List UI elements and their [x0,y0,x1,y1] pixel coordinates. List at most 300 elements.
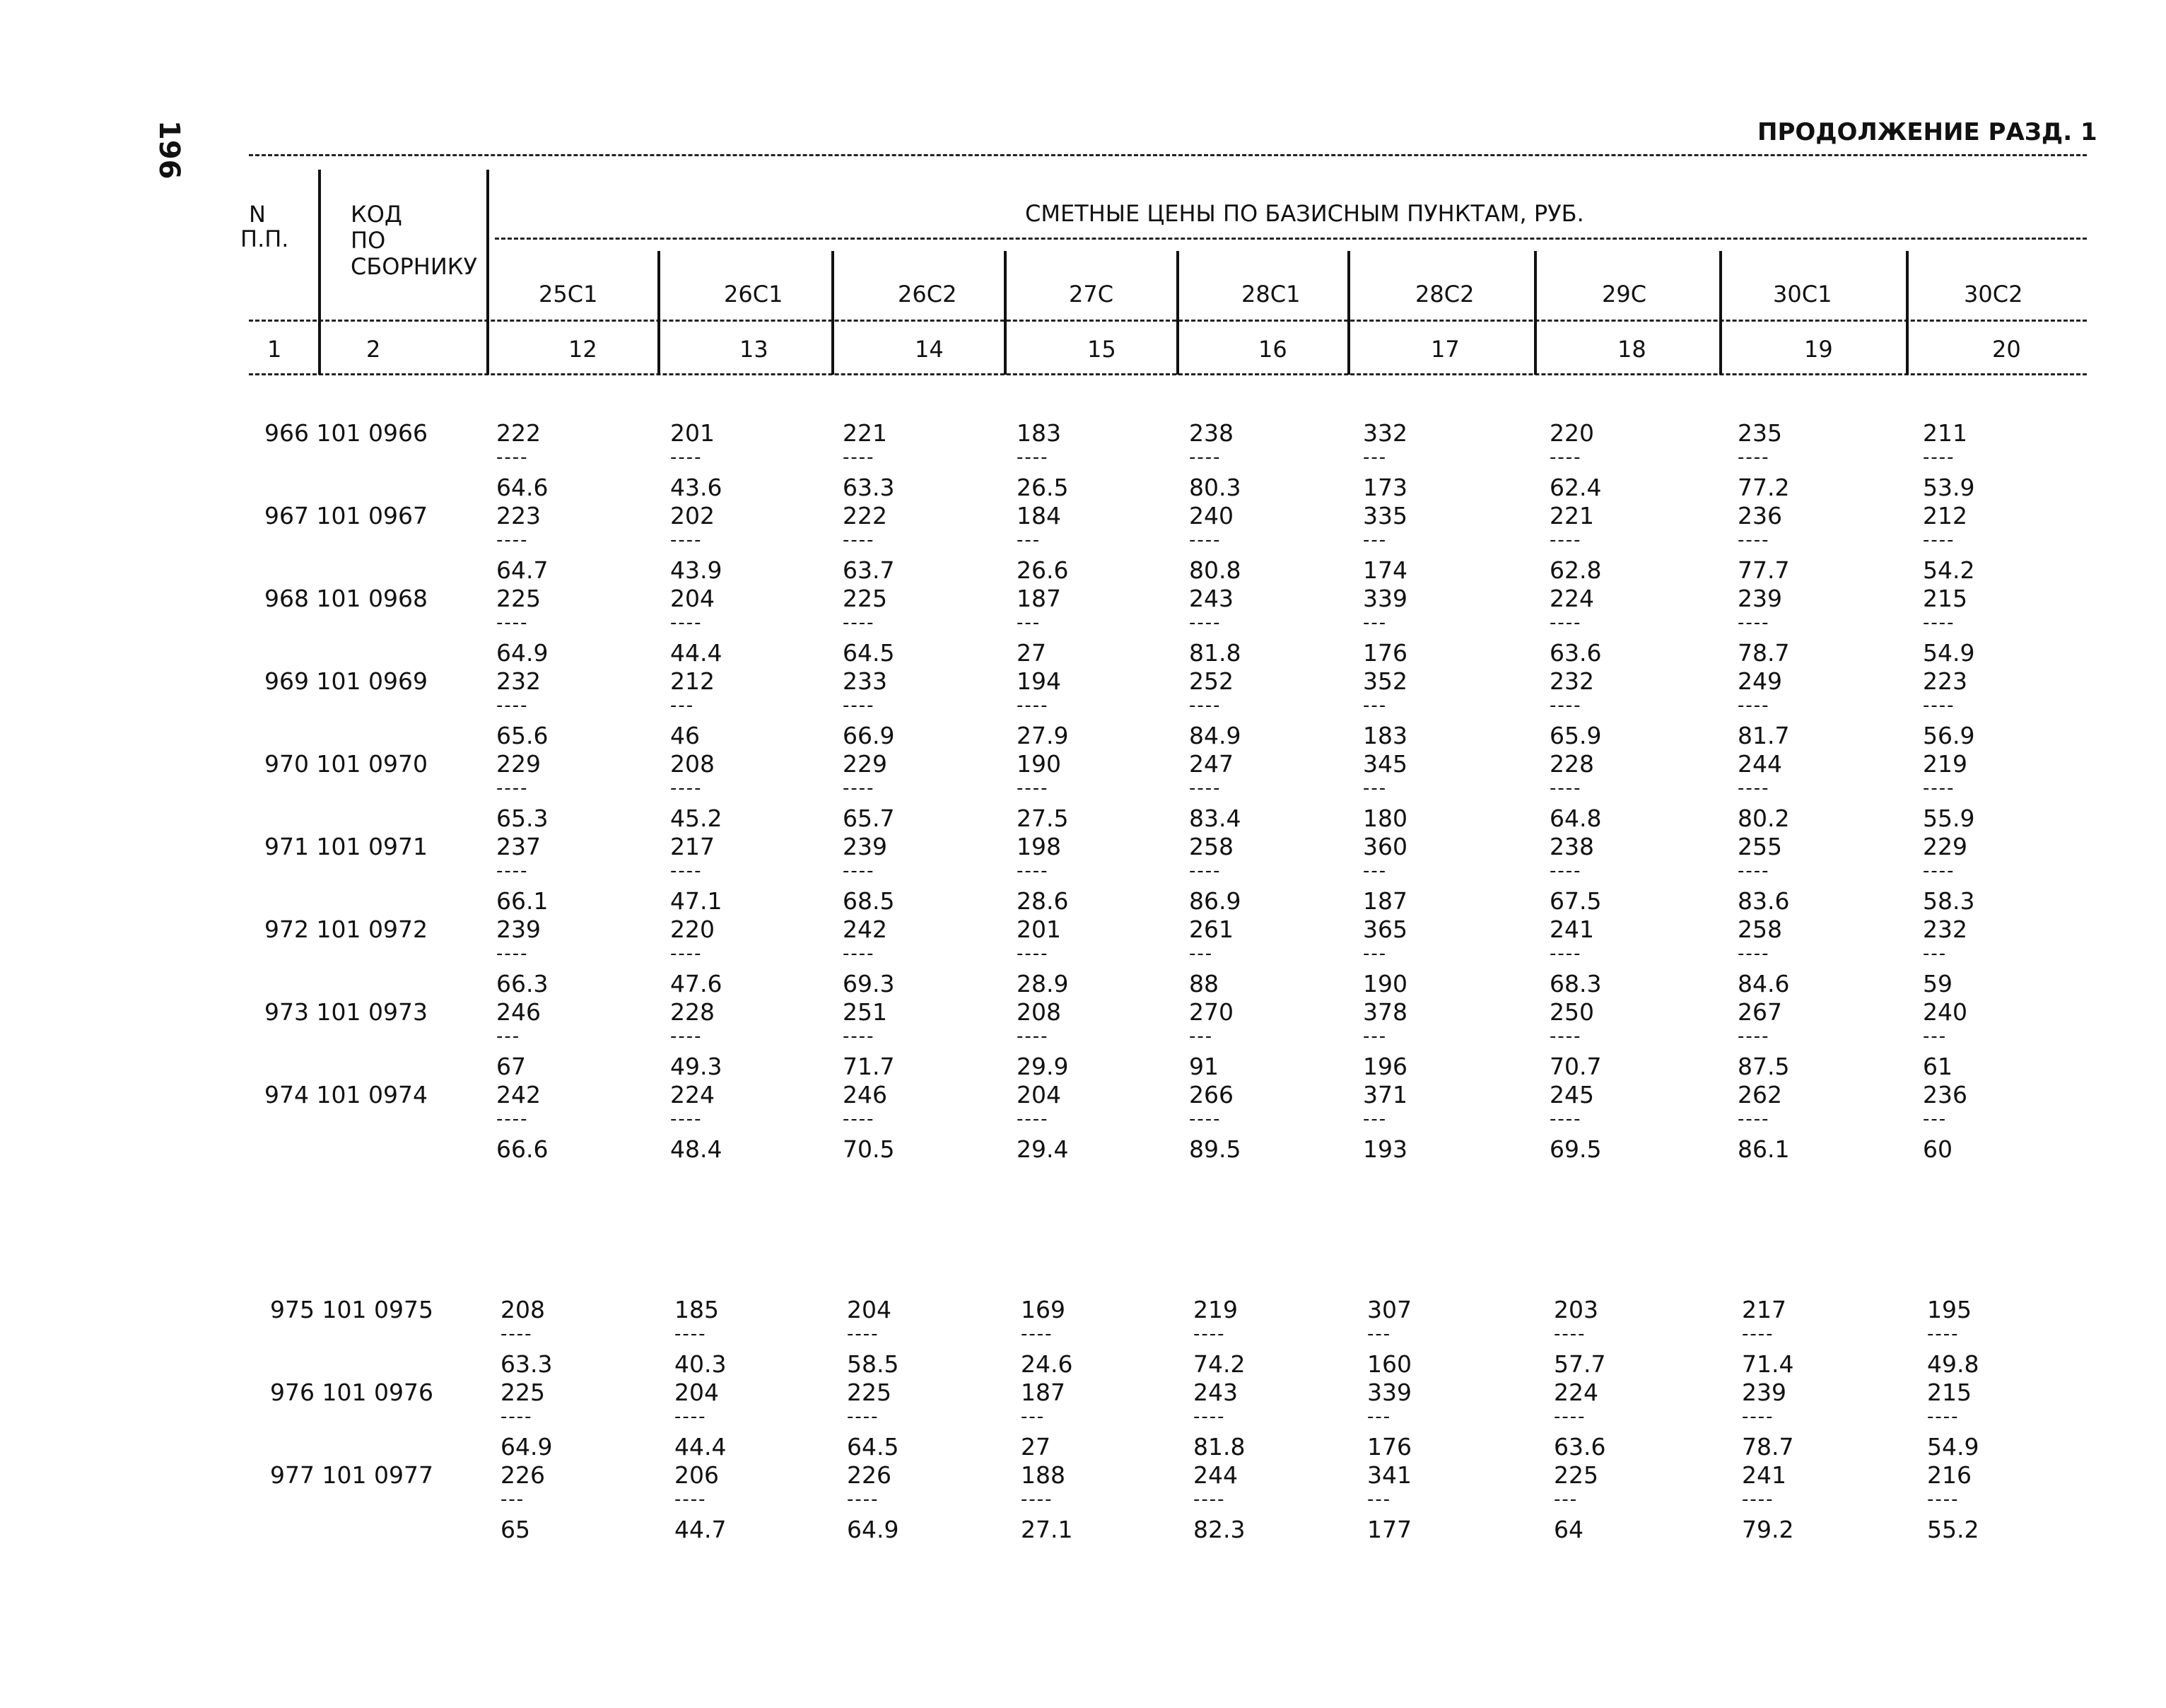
price-bottom-value: 70.7 [1550,1053,1602,1080]
fraction-line: ---- [843,612,875,633]
fraction-line: --- [1017,530,1041,551]
fraction-line: --- [1923,1026,1948,1047]
price-bottom-value: 70.5 [843,1135,895,1163]
price-bottom-value: 47.1 [670,887,722,915]
price-bottom-value: 64.9 [500,1433,553,1461]
fraction-line: ---- [1017,1109,1049,1130]
price-bottom-value: 190 [1363,970,1407,998]
price-top-value: 239 [1742,1379,1786,1406]
header-kod-1: КОД [351,201,402,228]
colnum-14: 14 [915,336,944,363]
price-bottom-value: 91 [1189,1053,1219,1080]
price-top-value: 220 [1550,419,1594,447]
vbar-c16 [1176,251,1179,375]
price-bottom-value: 84.9 [1189,722,1241,749]
price-top-value: 225 [1554,1461,1598,1489]
price-bottom-value: 27.9 [1017,722,1069,749]
price-top-value: 236 [1923,1081,1967,1109]
price-bottom-value: 65.3 [496,805,549,832]
fraction-line: --- [1363,778,1388,799]
fraction-line: --- [500,1489,525,1510]
price-top-value: 169 [1021,1296,1065,1323]
fraction-line: ---- [496,860,529,882]
fraction-line: ---- [1550,778,1582,799]
price-bottom-value: 77.7 [1738,556,1790,584]
price-top-value: 352 [1363,667,1407,695]
price-top-value: 201 [1017,916,1061,943]
price-bottom-value: 81.8 [1189,639,1241,667]
fraction-line: ---- [1021,1323,1053,1345]
price-top-value: 204 [674,1379,719,1406]
price-top-value: 251 [843,998,887,1026]
price-bottom-value: 66.1 [496,887,549,915]
price-bottom-value: 47.6 [670,970,722,998]
fraction-line: ---- [1742,1406,1774,1427]
price-top-value: 267 [1738,998,1782,1026]
price-top-value: 252 [1189,667,1234,695]
price-bottom-value: 71.4 [1742,1350,1794,1378]
price-bottom-value: 29.9 [1017,1053,1069,1080]
fraction-line: ---- [1189,530,1222,551]
price-bottom-value: 61 [1923,1053,1953,1080]
fraction-line: ---- [500,1406,533,1427]
price-top-value: 233 [843,667,887,695]
price-top-value: 204 [670,585,715,612]
price-bottom-value: 46 [670,722,700,749]
top-rule [249,154,2087,156]
price-bottom-value: 71.7 [843,1053,895,1080]
price-bottom-value: 49.3 [670,1053,722,1080]
price-bottom-value: 64.7 [496,556,549,584]
price-bottom-value: 28.9 [1017,970,1069,998]
header-np: N [249,201,266,228]
fraction-line: ---- [670,1109,703,1130]
price-top-value: 225 [496,585,541,612]
price-bottom-value: 79.2 [1742,1516,1794,1543]
fraction-line: ---- [847,1323,879,1345]
header-col-28c1: 28С1 [1241,281,1301,308]
fraction-line: --- [1363,860,1388,882]
fraction-line: --- [1189,1026,1214,1047]
price-top-value: 270 [1189,998,1234,1026]
price-top-value: 232 [1550,667,1594,695]
fraction-line: --- [1923,1109,1948,1130]
fraction-line: ---- [1193,1323,1226,1345]
fraction-line: ---- [670,778,703,799]
fraction-line: --- [1017,612,1041,633]
price-bottom-value: 28.6 [1017,887,1069,915]
fraction-line: ---- [670,860,703,882]
price-top-value: 222 [843,502,887,530]
fraction-line: ---- [1550,612,1582,633]
price-bottom-value: 66.9 [843,722,895,749]
price-bottom-value: 77.2 [1738,474,1790,501]
price-top-value: 224 [1554,1379,1598,1406]
price-bottom-value: 67.5 [1550,887,1602,915]
fraction-line: ---- [496,943,529,964]
price-top-value: 220 [670,916,715,943]
price-bottom-value: 177 [1367,1516,1412,1543]
fraction-line: ---- [1017,860,1049,882]
price-bottom-value: 74.2 [1193,1350,1246,1378]
header-col-25c1: 25С1 [539,281,598,308]
fraction-line: ---- [670,612,703,633]
colnum-rule [249,373,2087,375]
price-bottom-value: 54.9 [1927,1433,1979,1461]
price-bottom-value: 59 [1923,970,1953,998]
fraction-line: ---- [1017,447,1049,468]
vbar-c19 [1719,251,1722,375]
header-col-27c: 27С [1069,281,1114,308]
price-top-value: 243 [1193,1379,1238,1406]
price-bottom-value: 83.6 [1738,887,1790,915]
row-id: 972 101 0972 [264,916,428,943]
price-top-value: 258 [1189,833,1234,860]
fraction-line: ---- [1017,943,1049,964]
fraction-line: --- [1189,943,1214,964]
price-top-value: 204 [847,1296,891,1323]
price-bottom-value: 78.7 [1742,1433,1794,1461]
price-top-value: 183 [1017,419,1061,447]
vbar-kod [486,170,489,375]
row-id: 967 101 0967 [264,502,428,530]
colnum-1: 1 [267,336,282,363]
vbar-c20 [1906,251,1909,375]
price-top-value: 236 [1738,502,1782,530]
price-top-value: 307 [1367,1296,1412,1323]
price-bottom-value: 54.2 [1923,556,1975,584]
price-bottom-value: 54.9 [1923,639,1975,667]
fraction-line: ---- [670,1026,703,1047]
fraction-line: ---- [1550,530,1582,551]
price-bottom-value: 176 [1363,639,1407,667]
price-top-value: 339 [1367,1379,1412,1406]
price-top-value: 208 [1017,998,1061,1026]
price-top-value: 239 [496,916,541,943]
vbar-c18 [1534,251,1537,375]
price-top-value: 187 [1017,585,1061,612]
fraction-line: --- [1363,447,1388,468]
fraction-line: ---- [1738,1109,1770,1130]
price-top-value: 240 [1189,502,1234,530]
price-bottom-value: 43.9 [670,556,722,584]
fraction-line: ---- [1550,943,1582,964]
row-id: 969 101 0969 [264,667,428,695]
price-top-value: 225 [843,585,887,612]
row-id: 975 101 0975 [270,1296,433,1323]
vbar-c13 [657,251,660,375]
price-bottom-value: 64.9 [496,639,549,667]
price-bottom-value: 66.6 [496,1135,549,1163]
price-top-value: 250 [1550,998,1594,1026]
group-rule [495,238,2087,240]
fraction-line: ---- [1189,778,1222,799]
price-top-value: 229 [496,750,541,778]
price-bottom-value: 53.9 [1923,474,1975,501]
fraction-line: ---- [1738,447,1770,468]
price-top-value: 241 [1742,1461,1786,1489]
fraction-line: ---- [1927,1489,1960,1510]
price-bottom-value: 176 [1367,1433,1412,1461]
fraction-line: --- [1367,1406,1392,1427]
header-group-title: СМЕТНЫЕ ЦЕНЫ ПО БАЗИСНЫМ ПУНКТАМ, РУБ. [1025,200,1584,227]
price-top-value: 226 [500,1461,545,1489]
price-bottom-value: 44.4 [670,639,722,667]
price-top-value: 238 [1550,833,1594,860]
price-bottom-value: 24.6 [1021,1350,1073,1378]
colnum-18: 18 [1617,336,1646,363]
fraction-line: ---- [1923,695,1955,716]
price-bottom-value: 62.8 [1550,556,1602,584]
colnum-15: 15 [1087,336,1116,363]
header-kod-2: ПО [351,227,386,254]
price-top-value: 239 [1738,585,1782,612]
header-np2: П.П. [240,226,289,252]
price-bottom-value: 65 [500,1516,530,1543]
fraction-line: ---- [1923,860,1955,882]
fraction-line: ---- [1550,695,1582,716]
price-top-value: 341 [1367,1461,1412,1489]
fraction-line: ---- [1738,695,1770,716]
header-col-26c1: 26С1 [724,281,783,308]
fraction-line: ---- [1738,943,1770,964]
price-top-value: 235 [1738,419,1782,447]
fraction-line: ---- [496,695,529,716]
fraction-line: ---- [1927,1323,1960,1345]
fraction-line: --- [1021,1406,1046,1427]
price-bottom-value: 63.6 [1550,639,1602,667]
price-top-value: 195 [1927,1296,1972,1323]
fraction-line: ---- [1017,1026,1049,1047]
colnum-19: 19 [1804,336,1833,363]
fraction-line: ---- [1742,1489,1774,1510]
vbar-np [318,170,321,375]
header-col-28c2: 28С2 [1415,281,1475,308]
price-bottom-value: 87.5 [1738,1053,1790,1080]
fraction-line: ---- [1738,530,1770,551]
price-top-value: 217 [1742,1296,1786,1323]
price-bottom-value: 29.4 [1017,1135,1069,1163]
row-id: 976 101 0976 [270,1379,433,1406]
colnum-13: 13 [739,336,768,363]
fraction-line: ---- [843,860,875,882]
fraction-line: ---- [1738,778,1770,799]
price-top-value: 242 [843,916,887,943]
price-bottom-value: 63.3 [843,474,895,501]
price-top-value: 244 [1738,750,1782,778]
price-bottom-value: 44.4 [674,1433,727,1461]
vbar-c15 [1004,251,1007,375]
price-top-value: 239 [843,833,887,860]
price-top-value: 201 [670,419,715,447]
price-top-value: 217 [670,833,715,860]
colnum-2: 2 [366,336,381,363]
price-bottom-value: 81.8 [1193,1433,1246,1461]
fraction-line: ---- [1923,530,1955,551]
fraction-line: ---- [1017,695,1049,716]
fraction-line: ---- [496,612,529,633]
fraction-line: ---- [843,778,875,799]
fraction-line: --- [1363,612,1388,633]
price-top-value: 221 [843,419,887,447]
price-top-value: 339 [1363,585,1407,612]
price-top-value: 202 [670,502,715,530]
fraction-line: ---- [843,943,875,964]
colnum-17: 17 [1431,336,1460,363]
price-bottom-value: 64 [1554,1516,1583,1543]
fraction-line: ---- [674,1489,707,1510]
price-bottom-value: 84.6 [1738,970,1790,998]
price-top-value: 212 [670,667,715,695]
price-bottom-value: 40.3 [674,1350,727,1378]
row-id: 970 101 0970 [264,750,428,778]
price-bottom-value: 180 [1363,805,1407,832]
price-bottom-value: 55.9 [1923,805,1975,832]
price-top-value: 215 [1927,1379,1972,1406]
fraction-line: ---- [496,447,529,468]
fraction-line: ---- [1017,778,1049,799]
fraction-line: ---- [1738,612,1770,633]
price-bottom-value: 63.6 [1554,1433,1606,1461]
price-top-value: 187 [1021,1379,1065,1406]
price-top-value: 365 [1363,916,1407,943]
fraction-line: --- [1363,1026,1388,1047]
price-top-value: 226 [847,1461,891,1489]
fraction-line: ---- [1738,1026,1770,1047]
price-top-value: 246 [496,998,541,1026]
price-bottom-value: 193 [1363,1135,1407,1163]
price-bottom-value: 43.6 [670,474,722,501]
colnum-12: 12 [568,336,597,363]
fraction-line: ---- [843,530,875,551]
price-top-value: 245 [1550,1081,1594,1109]
price-bottom-value: 80.3 [1189,474,1241,501]
fraction-line: ---- [1554,1323,1586,1345]
price-top-value: 225 [500,1379,545,1406]
price-bottom-value: 49.8 [1927,1350,1979,1378]
price-bottom-value: 45.2 [670,805,722,832]
row-id: 977 101 0977 [270,1461,433,1489]
fraction-line: --- [1554,1489,1579,1510]
price-top-value: 212 [1923,502,1967,530]
price-top-value: 225 [847,1379,891,1406]
price-bottom-value: 68.5 [843,887,895,915]
price-bottom-value: 44.7 [674,1516,727,1543]
fraction-line: --- [1363,943,1388,964]
price-top-value: 262 [1738,1081,1782,1109]
price-top-value: 224 [1550,585,1594,612]
price-top-value: 238 [1189,419,1234,447]
price-top-value: 246 [843,1081,887,1109]
fraction-line: ---- [1193,1489,1226,1510]
price-top-value: 190 [1017,750,1061,778]
price-bottom-value: 68.3 [1550,970,1602,998]
fraction-line: ---- [843,447,875,468]
price-bottom-value: 183 [1363,722,1407,749]
fraction-line: ---- [496,778,529,799]
fraction-line: --- [496,1026,521,1047]
price-bottom-value: 56.9 [1923,722,1975,749]
fraction-line: ---- [496,530,529,551]
price-top-value: 221 [1550,502,1594,530]
price-top-value: 258 [1738,916,1782,943]
price-top-value: 332 [1363,419,1407,447]
row-id: 974 101 0974 [264,1081,428,1109]
price-top-value: 232 [1923,916,1967,943]
price-top-value: 229 [1923,833,1967,860]
price-top-value: 247 [1189,750,1234,778]
header-col-30c1: 30С1 [1773,281,1832,308]
fraction-line: ---- [1923,612,1955,633]
price-bottom-value: 81.7 [1738,722,1790,749]
fraction-line: --- [1363,530,1388,551]
price-bottom-value: 88 [1189,970,1219,998]
fraction-line: ---- [1189,695,1222,716]
price-top-value: 255 [1738,833,1782,860]
fraction-line: ---- [1927,1406,1960,1427]
price-bottom-value: 27.5 [1017,805,1069,832]
price-top-value: 229 [843,750,887,778]
price-bottom-value: 160 [1367,1350,1412,1378]
price-top-value: 240 [1923,998,1967,1026]
price-bottom-value: 64.5 [847,1433,899,1461]
vbar-c14 [831,251,834,375]
fraction-line: ---- [1550,860,1582,882]
price-bottom-value: 65.6 [496,722,549,749]
fraction-line: ---- [843,695,875,716]
price-bottom-value: 78.7 [1738,639,1790,667]
price-top-value: 335 [1363,502,1407,530]
section-continuation-label: ПРОДОЛЖЕНИЕ РАЗД. 1 [1757,118,2097,146]
fraction-line: ---- [670,447,703,468]
price-bottom-value: 26.5 [1017,474,1069,501]
fraction-line: --- [1367,1323,1392,1345]
price-top-value: 371 [1363,1081,1407,1109]
price-top-value: 185 [674,1296,719,1323]
fraction-line: ---- [1189,447,1222,468]
price-top-value: 228 [670,998,715,1026]
fraction-line: ---- [1550,1026,1582,1047]
price-top-value: 266 [1189,1081,1234,1109]
fraction-line: ---- [1550,447,1582,468]
price-top-value: 215 [1923,585,1967,612]
price-bottom-value: 69.5 [1550,1135,1602,1163]
price-bottom-value: 64.6 [496,474,549,501]
fraction-line: ---- [674,1406,707,1427]
price-bottom-value: 67 [496,1053,526,1080]
fraction-line: ---- [1923,447,1955,468]
fraction-line: ---- [1742,1323,1774,1345]
price-top-value: 208 [670,750,715,778]
price-bottom-value: 27.1 [1021,1516,1073,1543]
price-top-value: 232 [496,667,541,695]
fraction-line: ---- [496,1109,529,1130]
fraction-line: --- [1363,1109,1388,1130]
row-id: 966 101 0966 [264,419,428,447]
fraction-line: ---- [1550,1109,1582,1130]
header-rule [249,320,2087,322]
header-col-26c2: 26С2 [898,281,957,308]
colnum-20: 20 [1992,336,2021,363]
price-top-value: 378 [1363,998,1407,1026]
fraction-line: --- [1923,943,1948,964]
price-bottom-value: 86.9 [1189,887,1241,915]
price-bottom-value: 48.4 [670,1135,722,1163]
price-top-value: 219 [1923,750,1967,778]
fraction-line: ---- [1738,860,1770,882]
price-bottom-value: 80.8 [1189,556,1241,584]
fraction-line: ---- [500,1323,533,1345]
